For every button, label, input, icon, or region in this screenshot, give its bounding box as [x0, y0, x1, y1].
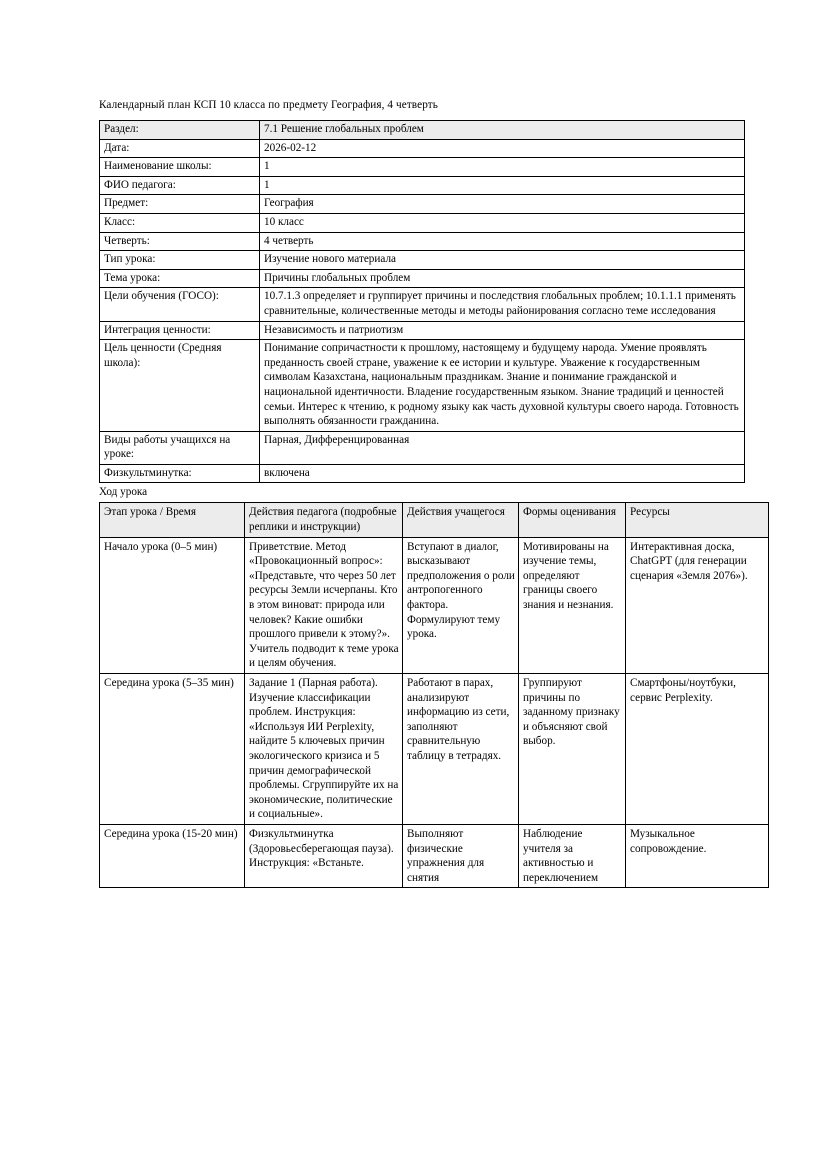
info-row-label: Цели обучения (ГОСО):: [100, 288, 260, 321]
flow-cell-assessment: Наблюдение учителя за активностью и переключением: [519, 824, 626, 887]
flow-cell-resources: Интерактивная доска, ChatGPT (для генерации сценария «Земля 2076»).: [626, 537, 769, 673]
table-row: [100, 824, 769, 887]
flow-cell-assessment: Мотивированы на изучение темы, определяют границы своего знания и незнания.: [519, 537, 626, 673]
info-row-value: 2026-02-12: [260, 139, 745, 158]
table-row: [100, 195, 745, 214]
info-row-value: 10.7.1.3 определяет и группирует причины и последствия глобальных проблем; 10.1.1.1 применять сравнительные, количественные методы и методы районирования согласно теме исследования: [260, 288, 745, 321]
info-row-value: Парная, Дифференцированная: [260, 431, 745, 464]
table-row: [100, 232, 745, 251]
flow-cell-student-actions: Вступают в диалог, высказывают предположения о роли антропогенного фактора. Формулируют тему урока.: [403, 537, 519, 673]
page-title: Календарный план КСП 10 класса по предмету География, 4 четверть: [99, 99, 438, 111]
lesson-flow-table: [99, 502, 769, 888]
info-row-value: 1: [260, 176, 745, 195]
info-row-label: Физкультминутка:: [100, 464, 260, 483]
document-content: [99, 98, 748, 888]
lesson-flow-head: [100, 503, 769, 537]
flow-cell-assessment: Группируют причины по заданному признаку и объясняют свой выбор.: [519, 674, 626, 825]
info-row-value: 1: [260, 158, 745, 177]
table-header-row: [100, 503, 769, 537]
table-row: [100, 340, 745, 432]
info-row-label: ФИО педагога:: [100, 176, 260, 195]
table-row: [100, 288, 745, 321]
info-row-label: Цель ценности (Средняя школа):: [100, 340, 260, 432]
flow-cell-resources: Смартфоны/ноутбуки, сервис Perplexity.: [626, 674, 769, 825]
page-bottom-margin: [0, 1086, 827, 1170]
info-row-label: Класс:: [100, 213, 260, 232]
info-row-value: 4 четверть: [260, 232, 745, 251]
info-row-label: Раздел:: [100, 121, 260, 140]
lesson-flow-label: Ход урока: [99, 486, 148, 499]
table-row: [100, 176, 745, 195]
flow-cell-resources: Музыкальное сопровождение.: [626, 824, 769, 887]
table-row: [100, 321, 745, 340]
table-row: [100, 537, 769, 673]
table-row: [100, 431, 745, 464]
flow-cell-student-actions: Работают в парах, анализируют информацию из сети, заполняют сравнительную таблицу в тетрадях.: [403, 674, 519, 825]
table-row: [100, 213, 745, 232]
column-header-assessment-forms: Формы оценивания: [519, 503, 626, 537]
info-row-label: Четверть:: [100, 232, 260, 251]
flow-cell-teacher-actions: Приветствие. Метод «Провокационный вопрос»: «Представьте, что через 50 лет ресурсы Земли исчерпаны. Кто в этом виноват: природа или человек? Какие ошибки прошлого привели к этому?». Учитель подводит к теме урока и целям обучения.: [245, 537, 403, 673]
table-row: [100, 139, 745, 158]
table-row: [100, 674, 769, 825]
info-row-value: Изучение нового материала: [260, 251, 745, 270]
table-row: [100, 251, 745, 270]
info-row-label: Предмет:: [100, 195, 260, 214]
flow-cell-student-actions: Выполняют физические упражнения для снятия: [403, 824, 519, 887]
info-row-label: Тип урока:: [100, 251, 260, 270]
info-row-value: География: [260, 195, 745, 214]
column-header-teacher-actions: Действия педагога (подробные реплики и инструкции): [245, 503, 403, 537]
flow-cell-stage: Середина урока (15-20 мин): [100, 824, 245, 887]
flow-cell-teacher-actions: Задание 1 (Парная работа). Изучение классификации проблем. Инструкция: «Используя ИИ Perplexity, найдите 5 ключевых причин экологического кризиса и 5 причин демографической проблемы. Сгруппируйте их на экономические, политические и социальные».: [245, 674, 403, 825]
info-row-label: Тема урока:: [100, 269, 260, 288]
flow-cell-teacher-actions: Физкультминутка (Здоровьесберегающая пауза). Инструкция: «Встаньте.: [245, 824, 403, 887]
column-header-resources: Ресурсы: [626, 503, 769, 537]
info-row-value: Причины глобальных проблем: [260, 269, 745, 288]
table-row: [100, 158, 745, 177]
column-header-stage: Этап урока / Время: [100, 503, 245, 537]
column-header-student-actions: Действия учащегося: [403, 503, 519, 537]
info-row-value: Независимость и патриотизм: [260, 321, 745, 340]
lesson-flow-body: [100, 537, 769, 888]
info-row-label: Наименование школы:: [100, 158, 260, 177]
info-row-value: включена: [260, 464, 745, 483]
table-row: [100, 269, 745, 288]
info-row-label: Дата:: [100, 139, 260, 158]
table-row: [100, 121, 745, 140]
flow-cell-stage: Середина урока (5–35 мин): [100, 674, 245, 825]
info-row-value: Понимание сопричастности к прошлому, настоящему и будущему народа. Умение проявлять преданность своей стране, уважение к ее истории и культуре. Уважение к государственным символам Казахстана, национальным праздникам. Знание и понимание гражданской и национальной идентичности. Владение государственным языком. Знание традиций и ценностей семьи. Интерес к чтению, к родному языку как часть духовной культуры своего народа. Готовность выполнять обязанности гражданина.: [260, 340, 745, 432]
info-row-value: 7.1 Решение глобальных проблем: [260, 121, 745, 140]
lesson-info-body: [100, 121, 745, 483]
info-row-label: Виды работы учащихся на уроке:: [100, 431, 260, 464]
info-row-value: 10 класс: [260, 213, 745, 232]
flow-cell-stage: Начало урока (0–5 мин): [100, 537, 245, 673]
lesson-info-table: [99, 120, 745, 483]
table-row: [100, 464, 745, 483]
info-row-label: Интеграция ценности:: [100, 321, 260, 340]
